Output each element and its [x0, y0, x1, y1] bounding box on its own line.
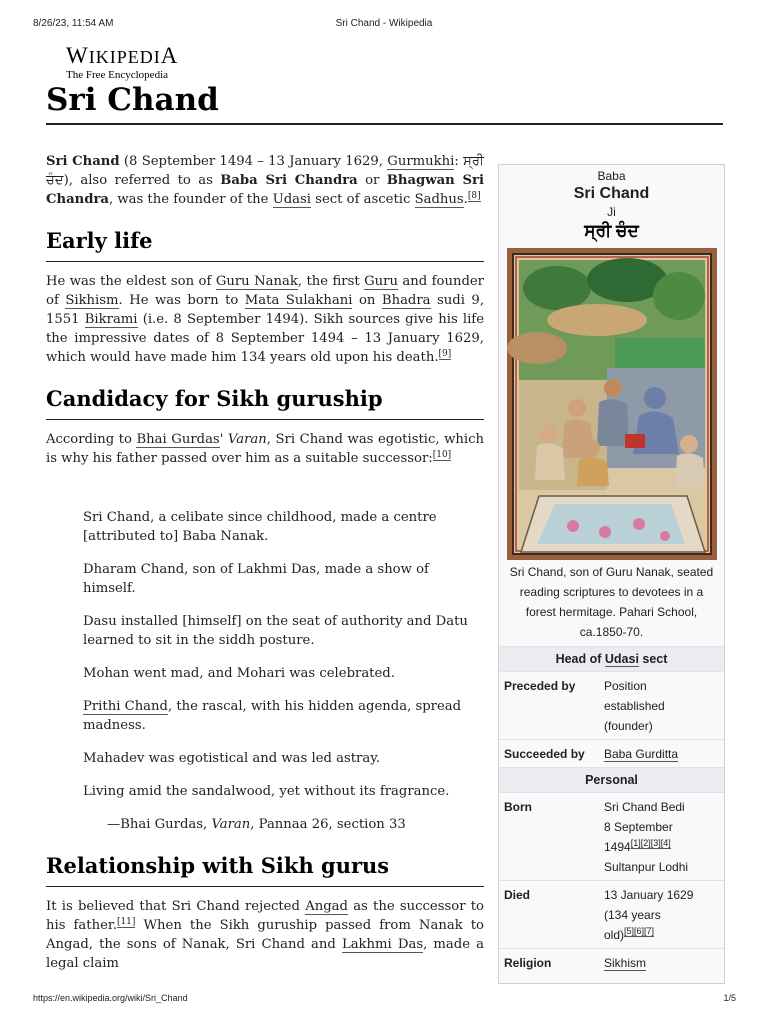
- quote-line: Dharam Chand, son of Lakhmi Das, made a show of himself.: [83, 562, 429, 596]
- infobox-section-personal: Personal: [499, 767, 724, 792]
- link-bhai-gurdas[interactable]: Bhai Gurdas: [136, 432, 220, 447]
- citation-ref[interactable]: [9]: [438, 348, 452, 359]
- print-datetime: 8/26/23, 11:54 AM: [33, 18, 114, 29]
- infobox-row-religion: [499, 948, 724, 976]
- infobox-value: 13 January 1629 (134 years old)[5][6][7]: [604, 888, 694, 942]
- infobox-value: [604, 953, 724, 973]
- infobox-label: Religion: [504, 956, 552, 970]
- infobox-label: Preceded by: [504, 679, 576, 693]
- print-header: [0, 16, 768, 32]
- citation-ref[interactable]: [11]: [116, 916, 136, 927]
- link-sikhism-infobox[interactable]: Sikhism: [604, 956, 647, 970]
- infobox-honorific-suffix: Ji: [607, 205, 616, 219]
- print-url: https://en.wikipedia.org/wiki/Sri_Chand: [33, 993, 188, 1003]
- lead-paragraph: Sri Chand (8 September 1494 – 13 January 1629, Gurmukhi: ਸ੍ਰੀ ਚੰਦ), also referred to as Baba Sri Chandra or Bhagwan Sri Chandra, was the founder of the Udasi sect of ascetic Sadhus.[8]: [46, 154, 484, 207]
- infobox-image-caption: Sri Chand, son of Guru Nanak, seated reading scriptures to devotees in a forest hermitage. Pahari School, ca.1850-70.: [509, 565, 714, 639]
- print-footer: [0, 991, 768, 1007]
- infobox-value: Sri Chand Bedi 8 September 1494[1][2][3][4] Sultanpur Lodhi: [604, 800, 689, 874]
- title-divider: [46, 123, 723, 125]
- quote-line: Mohan went mad, and Mohari was celebrated.: [83, 666, 395, 681]
- link-guru-nanak[interactable]: Guru Nanak: [215, 274, 298, 289]
- link-mata-sulakhani[interactable]: Mata Sulakhani: [244, 293, 353, 308]
- link-guru[interactable]: Guru: [364, 274, 398, 289]
- citation-ref[interactable]: [1][2][3][4]: [630, 838, 671, 848]
- infobox-honorific-prefix: Baba: [597, 169, 626, 183]
- link-prithi-chand[interactable]: Prithi Chand: [83, 699, 168, 714]
- page-title: Sri Chand: [46, 82, 219, 118]
- link-gurmukhi[interactable]: Gurmukhi: [387, 154, 455, 169]
- logo-wordmark: WIKIPEDIA: [66, 43, 179, 68]
- citation-ref[interactable]: [5][6][7]: [624, 926, 655, 936]
- infobox-painting[interactable]: [507, 248, 717, 560]
- link-sikhism[interactable]: Sikhism: [65, 293, 119, 308]
- infobox-value: Position established (founder): [604, 679, 665, 733]
- infobox-label: Died: [504, 888, 531, 902]
- quote-line: Sri Chand, a celibate since childhood, made a centre [attributed to] Baba Nanak.: [83, 510, 437, 544]
- link-bikrami[interactable]: Bikrami: [84, 312, 138, 327]
- link-udasi-infobox[interactable]: Udasi: [604, 652, 639, 666]
- logo-tagline: The Free Encyclopedia: [66, 69, 169, 81]
- section-heading-early-life: Early life: [46, 227, 484, 262]
- quote-line: Dasu installed [himself] on the seat of authority and Datu learned to sit in the siddh posture.: [83, 614, 468, 648]
- link-angad[interactable]: Angad: [305, 899, 348, 914]
- infobox-section-head: Head of Udasi sect: [499, 646, 724, 671]
- section-heading-candidacy: Candidacy for Sikh guruship: [46, 385, 484, 420]
- article-body: [46, 152, 484, 984]
- infobox-label: Born: [504, 800, 532, 814]
- infobox-row-died: [499, 880, 724, 948]
- print-page-number: 1/5: [723, 993, 736, 1003]
- link-sadhus[interactable]: Sadhus: [414, 192, 464, 207]
- quote-citation: —Bhai Gurdas, Varan, Pannaa 26, section 33: [107, 817, 406, 832]
- infobox-value: [604, 744, 724, 764]
- print-tab-title: Sri Chand - Wikipedia: [335, 18, 433, 29]
- infobox-native-name: ਸ੍ਰੀ ਚੰਦ: [584, 221, 639, 240]
- quote-line: Living amid the sandalwood, yet without its fragrance.: [83, 784, 450, 799]
- section-heading-relationship: Relationship with Sikh gurus: [46, 852, 484, 887]
- citation-ref[interactable]: [10]: [432, 449, 452, 460]
- infobox-label: Succeeded by: [504, 747, 585, 761]
- link-lakhmi-das[interactable]: Lakhmi Das: [341, 937, 424, 952]
- wikipedia-logo[interactable]: [66, 44, 178, 81]
- infobox-row-born: [499, 792, 724, 880]
- link-baba-gurditta[interactable]: Baba Gurditta: [604, 747, 679, 761]
- early-life-paragraph: He was the eldest son of Guru Nanak, the first Guru and founder of Sikhism. He was born to Mata Sulakhani on Bhadra sudi 9, 1551 Bikrami (i.e. 8 September 1494). Sikh sources give his life the impressive dates of 8 September 1494 – 13 January 1629, which would have made him 134 years old upon his death.[9]: [46, 274, 485, 365]
- varan-quote: [83, 508, 484, 834]
- quote-line: Prithi Chand, the rascal, with his hidden agenda, spread madness.: [83, 699, 462, 733]
- infobox-row-preceded: [499, 671, 724, 739]
- infobox-name: Sri Chand: [573, 185, 650, 202]
- infobox-row-succeeded: [499, 739, 724, 767]
- citation-ref[interactable]: [8]: [467, 190, 481, 201]
- relationship-paragraph: It is believed that Sri Chand rejected Angad as the successor to his father.[11] When the Sikh guruship passed from Nanak to Angad, the sons of Nanak, Sri Chand and Lakhmi Das, made a legal claim: [46, 899, 484, 971]
- candidacy-paragraph: According to Bhai Gurdas' Varan, Sri Chand was egotistic, which is why his father passed over him as a suitable successor:[10]: [46, 432, 484, 466]
- infobox: [498, 164, 725, 984]
- link-udasi[interactable]: Udasi: [272, 192, 311, 207]
- link-bhadra[interactable]: Bhadra: [381, 293, 431, 308]
- quote-line: Mahadev was egotistical and was led astray.: [83, 751, 381, 766]
